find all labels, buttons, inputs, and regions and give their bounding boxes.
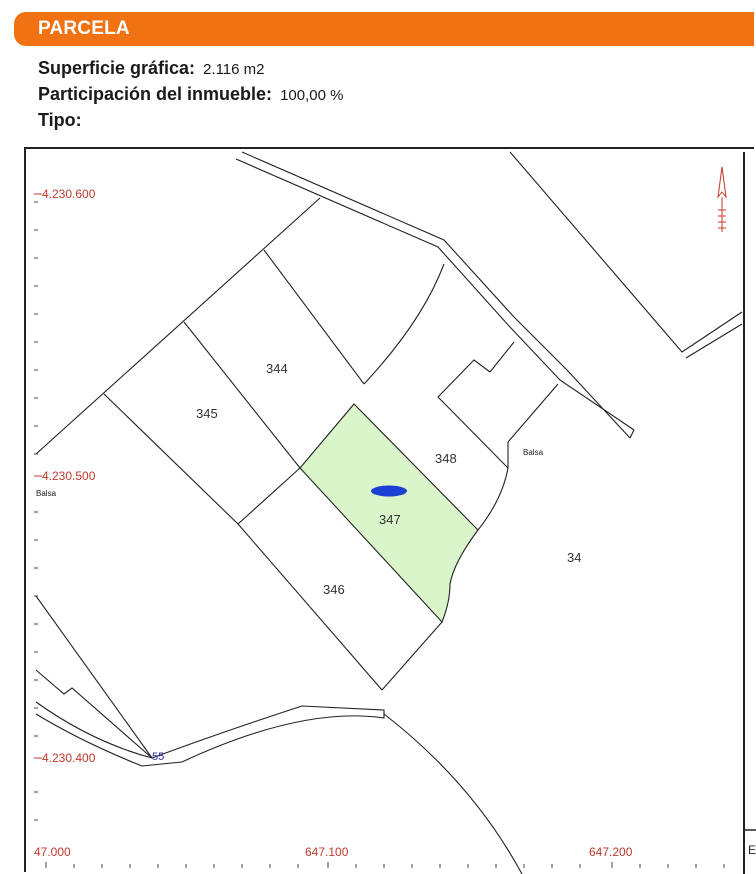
road-edge-upper xyxy=(236,159,634,430)
point-55-label: 55 xyxy=(152,751,165,763)
balsa-left-label: Balsa xyxy=(36,489,57,498)
participation-label: Participación del inmueble: xyxy=(38,84,273,104)
y-coord-400: 4.230.400 xyxy=(42,751,96,765)
header-title: PARCELA xyxy=(38,18,130,39)
blue-mark xyxy=(371,486,407,497)
north-arrow-icon xyxy=(718,167,726,232)
boundary-nw xyxy=(36,198,320,454)
type-row xyxy=(38,110,82,131)
right-road-b xyxy=(686,324,742,358)
boundary-346-bottom xyxy=(238,524,382,690)
boundary-348-east xyxy=(478,442,508,530)
boundary-south xyxy=(384,714,522,874)
boundary-348-ne xyxy=(490,342,514,372)
surface-row xyxy=(38,58,265,79)
road-end xyxy=(630,430,634,438)
participation-value: 100,00 % xyxy=(280,87,344,104)
parcel-34-label: 34 xyxy=(567,550,582,565)
side-panel-letter: E xyxy=(748,843,756,857)
right-road-a xyxy=(510,152,742,352)
boundary-balsa xyxy=(508,384,558,442)
parcel-header xyxy=(14,12,754,46)
parcel-348-label: 348 xyxy=(435,451,457,466)
cadastral-map[interactable] xyxy=(24,147,754,872)
left-ticks xyxy=(34,202,38,820)
parcel-344-label: 344 xyxy=(266,361,288,376)
map-canvas[interactable] xyxy=(26,149,756,874)
y-coord-500: 4.230.500 xyxy=(42,469,96,483)
surface-label: Superficie gráfica: xyxy=(38,58,196,78)
boundary-sw xyxy=(36,596,152,758)
participation-row xyxy=(38,84,343,105)
x-coord-100: 647.100 xyxy=(305,845,349,859)
x-coord-200: 647.200 xyxy=(589,845,633,859)
parcel-347-label: 347 xyxy=(379,512,401,527)
balsa-right-label: Balsa xyxy=(523,448,544,457)
boundary-344-348 xyxy=(364,264,444,384)
road-edge-lower xyxy=(242,152,630,438)
surface-value: 2.116 m2 xyxy=(203,61,265,78)
y-coord-600: 4.230.600 xyxy=(42,187,96,201)
boundary-344-345 xyxy=(184,322,300,468)
boundary-346-east xyxy=(382,622,442,690)
parcel-345-label: 345 xyxy=(196,406,218,421)
parcel-346-label: 346 xyxy=(323,582,345,597)
type-label: Tipo: xyxy=(38,110,82,130)
x-coord-000: 47.000 xyxy=(34,845,71,859)
bottom-ticks xyxy=(46,862,724,868)
